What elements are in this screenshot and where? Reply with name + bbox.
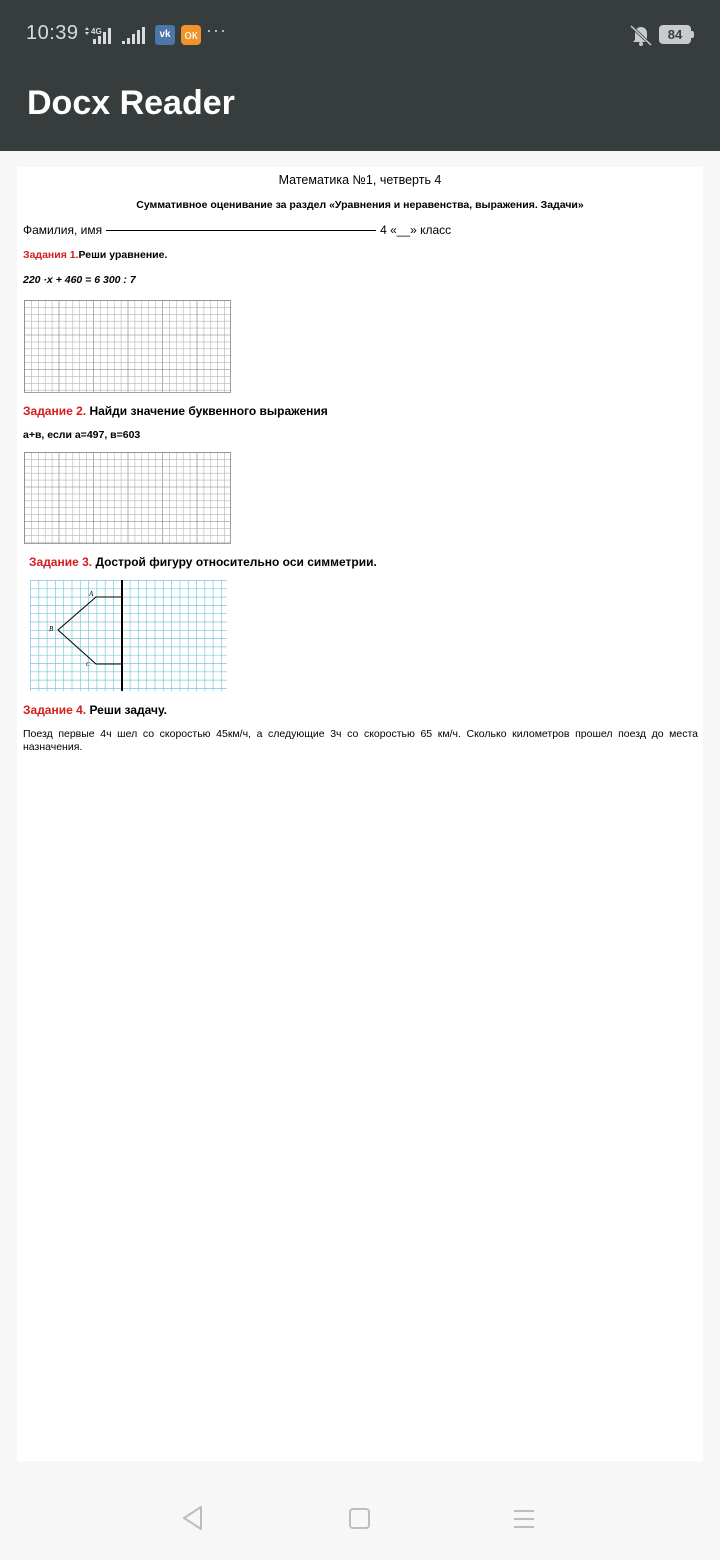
task1-label: Задания 1. xyxy=(23,249,79,261)
task4-label: Задание 4. xyxy=(23,703,87,717)
task2-grid xyxy=(24,452,231,544)
system-nav-bar xyxy=(0,1478,720,1560)
task4-text: Реши задачу. xyxy=(86,703,167,717)
status-bar xyxy=(0,0,720,70)
more-notifications-icon: ··· xyxy=(206,20,227,40)
muted-bell-icon xyxy=(627,24,655,51)
document-subtitle: Суммативное оценивание за раздел «Уравнения и неравенства, выражения. Задачи» xyxy=(136,199,584,211)
app-title: Docx Reader xyxy=(27,84,235,122)
mobile-signal-icon xyxy=(83,26,117,46)
name-blank xyxy=(106,230,376,231)
point-c-label: C xyxy=(86,662,91,668)
home-button[interactable] xyxy=(348,1507,372,1536)
document-page[interactable] xyxy=(17,167,703,1461)
menu-icon xyxy=(514,1511,534,1527)
vk-notification-icon: vk xyxy=(155,25,175,45)
status-time: 10:39 xyxy=(26,22,79,44)
back-button[interactable] xyxy=(181,1504,205,1537)
class-label: 4 «__» класс xyxy=(380,223,452,237)
task2-expression: а+в, если а=497, в=603 xyxy=(23,429,141,441)
task3-heading xyxy=(29,555,377,569)
task2-heading xyxy=(23,404,328,418)
symmetry-figure xyxy=(30,580,227,691)
task2-text: Найди значение буквенного выражения xyxy=(86,404,328,418)
task3-text: Дострой фигуру относительно оси симметрии. xyxy=(92,555,377,569)
back-icon xyxy=(184,1507,201,1529)
document-title: Математика №1, четверть 4 xyxy=(278,173,442,187)
task1-grid xyxy=(24,300,231,393)
point-b-label: B xyxy=(49,625,54,633)
app-bar xyxy=(0,0,720,151)
task4-body: Поезд первые 4ч шел со скоростью 45км/ч, а следующие 3ч со скоростью 65 км/ч. Сколько километров прошел поезд до места назначения. xyxy=(23,728,698,753)
battery-icon: 84 xyxy=(659,25,691,44)
recents-button[interactable] xyxy=(512,1508,536,1535)
network-type-label: 4G xyxy=(91,27,102,36)
home-icon xyxy=(350,1509,369,1528)
name-label: Фамилия, имя xyxy=(23,223,103,237)
task3-label: Задание 3. xyxy=(29,555,93,569)
task1-heading xyxy=(23,249,167,261)
point-a-label: A xyxy=(89,590,94,598)
task2-label: Задание 2. xyxy=(23,404,87,418)
name-line xyxy=(23,223,451,237)
task4-heading xyxy=(23,703,167,717)
task1-expression: 220 ·x + 460 = 6 300 : 7 xyxy=(23,274,136,286)
task1-text: Реши уравнение. xyxy=(78,249,168,261)
ok-notification-icon: ок xyxy=(181,25,201,45)
mobile-signal-2-icon xyxy=(121,26,149,46)
